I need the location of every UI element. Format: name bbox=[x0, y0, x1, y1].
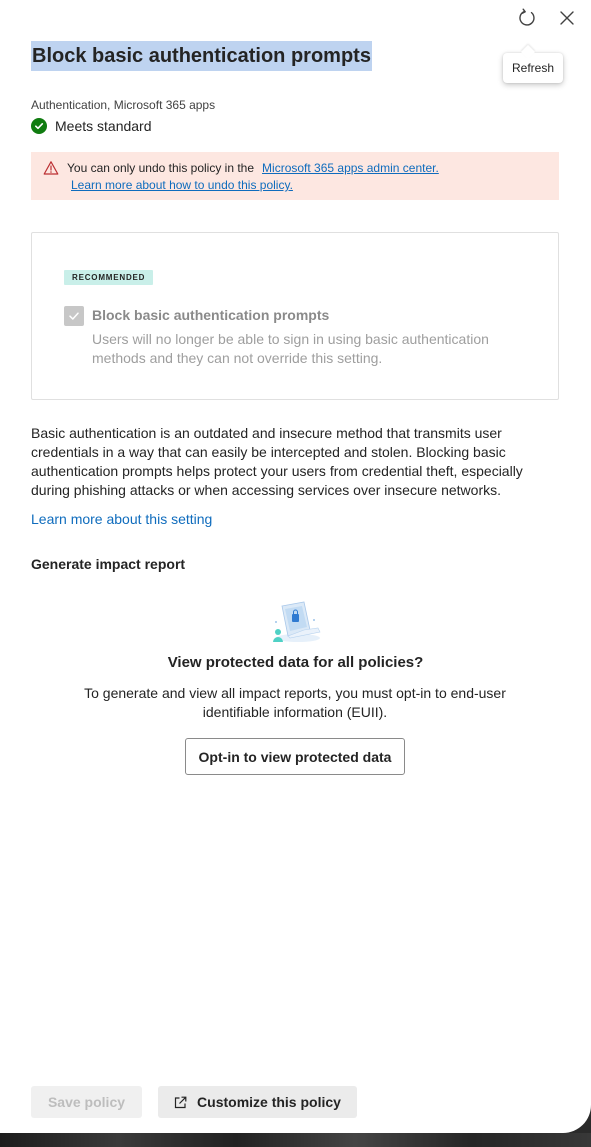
status-text: Meets standard bbox=[55, 118, 152, 134]
opt-in-button[interactable]: Opt-in to view protected data bbox=[185, 738, 405, 775]
policy-categories: Authentication, Microsoft 365 apps bbox=[31, 98, 216, 112]
page-title: Block basic authentication prompts bbox=[31, 41, 372, 71]
block-basic-auth-checkbox-row[interactable] bbox=[64, 305, 329, 326]
customize-policy-button[interactable] bbox=[158, 1086, 357, 1118]
checkbox-label: Block basic authentication prompts bbox=[92, 307, 330, 323]
protected-data-illustration-icon bbox=[270, 600, 322, 644]
checkbox-description: Users will no longer be able to sign in using basic authentication methods and they can not override this setting. bbox=[92, 331, 489, 366]
compliance-status bbox=[31, 118, 152, 134]
learn-more-setting-link[interactable]: Learn more about this setting bbox=[31, 511, 213, 527]
customize-button-label: Customize this policy bbox=[197, 1094, 341, 1110]
refresh-icon bbox=[517, 8, 537, 28]
undo-warning-banner bbox=[31, 152, 559, 200]
policy-description: Basic authentication is an outdated and insecure method that transmits user credentials in a way that can easily be intercepted and stolen. Blocking basic authentication prompts helps protect your users from credential theft, especially during phishing attacks or when accessing services over insecure networks. bbox=[31, 425, 523, 498]
success-check-icon bbox=[31, 118, 47, 134]
open-external-icon bbox=[174, 1096, 187, 1109]
warning-text: You can only undo this policy in the bbox=[67, 161, 255, 175]
setting-card bbox=[31, 232, 559, 400]
undo-learn-more-link[interactable]: Learn more about how to undo this policy. bbox=[71, 178, 293, 192]
recommended-badge: RECOMMENDED bbox=[64, 270, 153, 285]
empty-state-title: View protected data for all policies? bbox=[167, 654, 424, 671]
close-button[interactable] bbox=[555, 6, 579, 30]
desktop-background-strip bbox=[0, 1133, 591, 1147]
refresh-tooltip: Refresh bbox=[503, 53, 563, 83]
refresh-button[interactable] bbox=[515, 6, 539, 30]
save-policy-button[interactable]: Save policy bbox=[31, 1086, 142, 1118]
close-icon bbox=[560, 11, 574, 25]
warning-icon bbox=[43, 160, 59, 176]
checkmark-icon bbox=[68, 310, 80, 322]
empty-state-description: To generate and view all impact reports, you must opt-in to end-user identifiable information (EUII). bbox=[84, 685, 506, 720]
admin-center-link[interactable]: Microsoft 365 apps admin center. bbox=[262, 161, 439, 175]
block-basic-auth-checkbox[interactable] bbox=[64, 306, 84, 326]
impact-report-heading: Generate impact report bbox=[31, 556, 186, 572]
